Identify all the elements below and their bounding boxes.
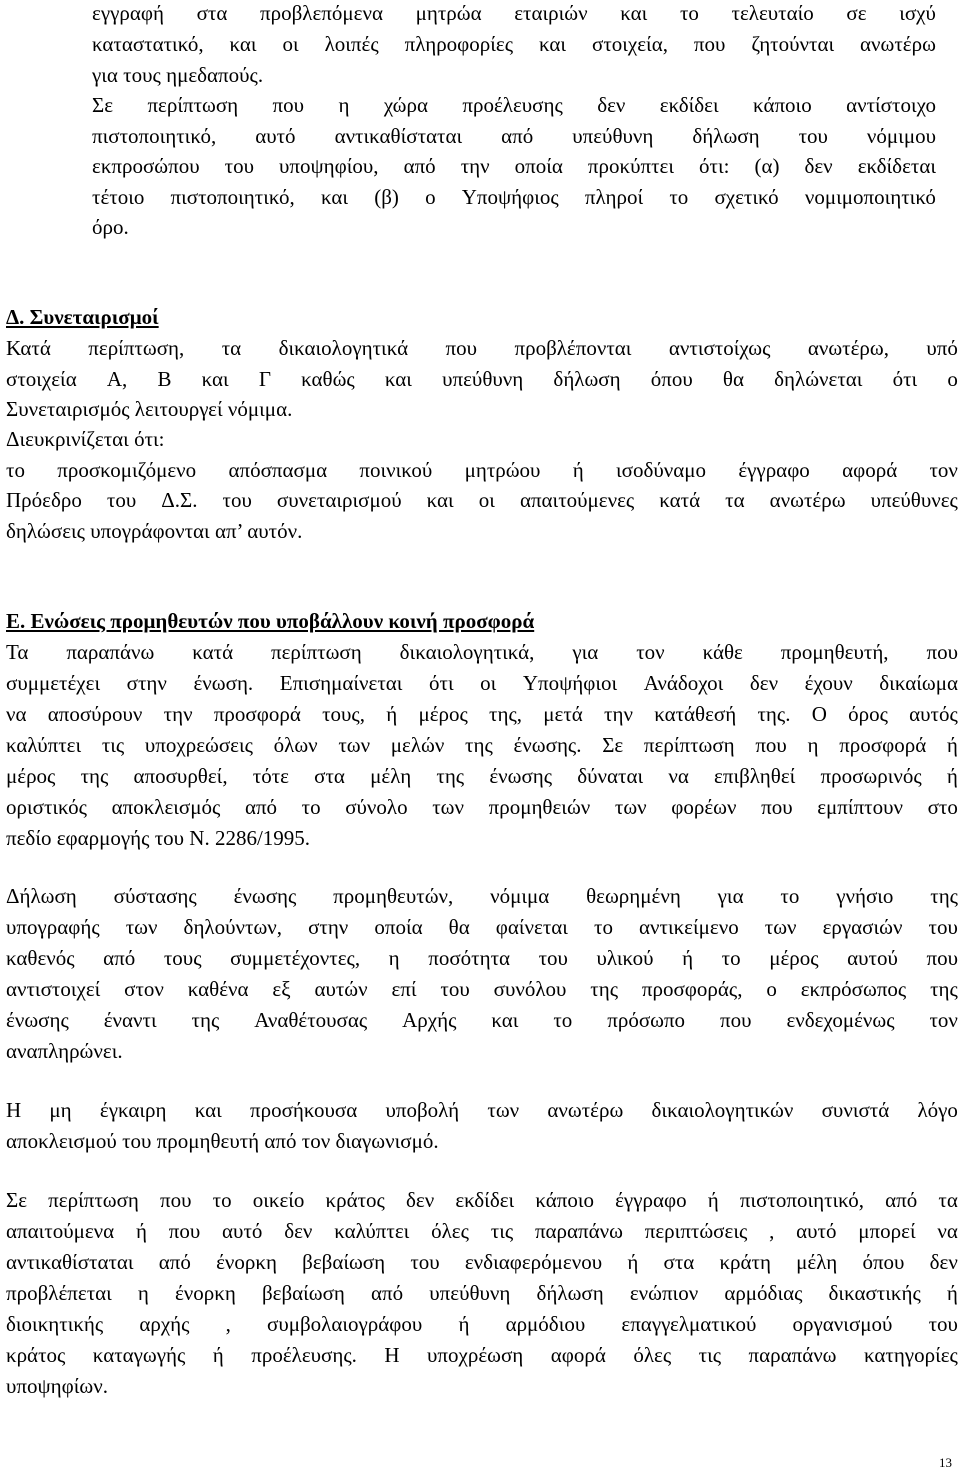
text-line: Τα παραπάνω κατά περίπτωση δικαιολογητικά, για τον κάθε προμηθευτή, που (6, 640, 958, 664)
text-line: αποκλεισμού του προμηθευτή από τον διαγωνισμό. (6, 1129, 439, 1153)
text-line: να αποσύρουν την προσφορά τους, ή μέρος της, μετά την κατάθεσή της. Ο όρος αυτός (6, 702, 958, 726)
text-line: πιστοποιητικό, αυτό αντικαθίσταται από υπεύθυνη δήλωση του νόμιμου (92, 124, 936, 148)
page-number: 13 (939, 1455, 952, 1470)
text-line: δηλώσεις υπογράφονται απ’ αυτόν. (6, 519, 303, 543)
text-line: εκπροσώπου του υποψηφίου, από την οποία προκύπτει ότι: (α) δεν εκδίδεται (92, 154, 936, 178)
text-line: εγγραφή στα προβλεπόμενα μητρώα εταιριών και το τελευταίο σε ισχύ (92, 1, 936, 25)
text-line: στοιχεία Α, Β και Γ καθώς και υπεύθυνη δήλωση όπου θα δηλώνεται ότι ο (6, 367, 958, 391)
text-line: Κατά περίπτωση, τα δικαιολογητικά που προβλέπονται αντιστοίχως ανωτέρω, υπό (6, 336, 958, 360)
text-line: για τους ημεδαπούς. (92, 63, 264, 87)
text-line: αναπληρώνει. (6, 1039, 123, 1063)
text-line: Σε περίπτωση που η χώρα προέλευσης δεν εκδίδει κάποιο αντίστοιχο (92, 93, 936, 117)
text-line: πεδίο εφαρμογής του Ν. 2286/1995. (6, 826, 311, 850)
text-line: υπογραφής των δηλούντων, στην οποία θα φαίνεται το αντικείμενο των εργασιών του (6, 915, 958, 939)
text-line: συμμετέχει στην ένωση. Επισημαίνεται ότι οι Υποψήφιοι Ανάδοχοι δεν έχουν δικαίωμα (6, 671, 958, 695)
text-line: Δήλωση σύστασης ένωσης προμηθευτών, νόμιμα θεωρημένη για το γνήσιο της (6, 884, 958, 908)
text-line: οριστικός αποκλεισμός από το σύνολο των προμηθειών των φορέων που εμπίπτουν στο (6, 795, 958, 819)
text-line: αντιστοιχεί στον καθένα εξ αυτών επί του συνόλου της προσφοράς, ο εκπρόσωπος της (6, 977, 958, 1001)
section-d-heading: Δ. Συνεταιρισμοί (6, 305, 159, 329)
text-line: μέρος της αποσυρθεί, τότε στα μέλη της ένωσης δύναται να επιβληθεί προσωρινός ή (6, 764, 958, 788)
text-line: όρο. (92, 215, 129, 239)
text-line: αντικαθίσταται από ένορκη βεβαίωση του ενδιαφερόμενου ή στα κράτη μέλη όπου δεν (6, 1250, 958, 1274)
text-line: Η μη έγκαιρη και προσήκουσα υποβολή των ανωτέρω δικαιολογητικών συνιστά λόγο (6, 1098, 958, 1122)
text-line: απαιτούμενα ή που αυτό δεν καλύπτει όλες τις παραπάνω περιπτώσεις , αυτό μπορεί να (6, 1219, 958, 1243)
text-line: ένωσης έναντι της Αναθέτουσας Αρχής και το πρόσωπο που ενδεχομένως τον (6, 1008, 958, 1032)
section-e-heading: Ε. Ενώσεις προμηθευτών που υποβάλλουν κοινή προσφορά (6, 609, 535, 633)
text-line: τέτοιο πιστοποιητικό, και (β) ο Υποψήφιος πληροί το σχετικό νομιμοποιητικό (92, 185, 936, 209)
text-line: Πρόεδρο του Δ.Σ. του συνεταιρισμού και οι απαιτούμενες κατά τα ανωτέρω υπεύθυνες (6, 488, 958, 512)
text-line: Σε περίπτωση που το οικείο κράτος δεν εκδίδει κάποιο έγγραφο ή πιστοποιητικό, από τα (6, 1188, 958, 1212)
text-line: προβλέπεται η ένορκη βεβαίωση από υπεύθυνη δήλωση ενώπιον αρμόδιας δικαστικής ή (6, 1281, 958, 1305)
text-line: καθενός από τους συμμετέχοντες, η ποσότητα του υλικού ή το μέρος αυτού που (6, 946, 958, 970)
text-line: διοικητικής αρχής , συμβολαιογράφου ή αρμόδιου επαγγελματικού οργανισμού του (6, 1312, 958, 1336)
text-line: Συνεταιρισμός λειτουργεί νόμιμα. (6, 397, 293, 421)
text-line: Διευκρινίζεται ότι: (6, 427, 165, 451)
text-line: το προσκομιζόμενο απόσπασμα ποινικού μητρώου ή ισοδύναμο έγγραφο αφορά τον (6, 458, 958, 482)
text-line: καλύπτει τις υποχρεώσεις όλων των μελών της ένωσης. Σε περίπτωση που η προσφορά ή (6, 733, 958, 757)
text-line: υποψηφίων. (6, 1374, 108, 1398)
text-line: καταστατικό, και οι λοιπές πληροφορίες και στοιχεία, που ζητούνται ανωτέρω (92, 32, 936, 56)
text-line: κράτος καταγωγής ή προέλευσης. Η υποχρέωση αφορά όλες τις παραπάνω κατηγορίες (6, 1343, 958, 1367)
